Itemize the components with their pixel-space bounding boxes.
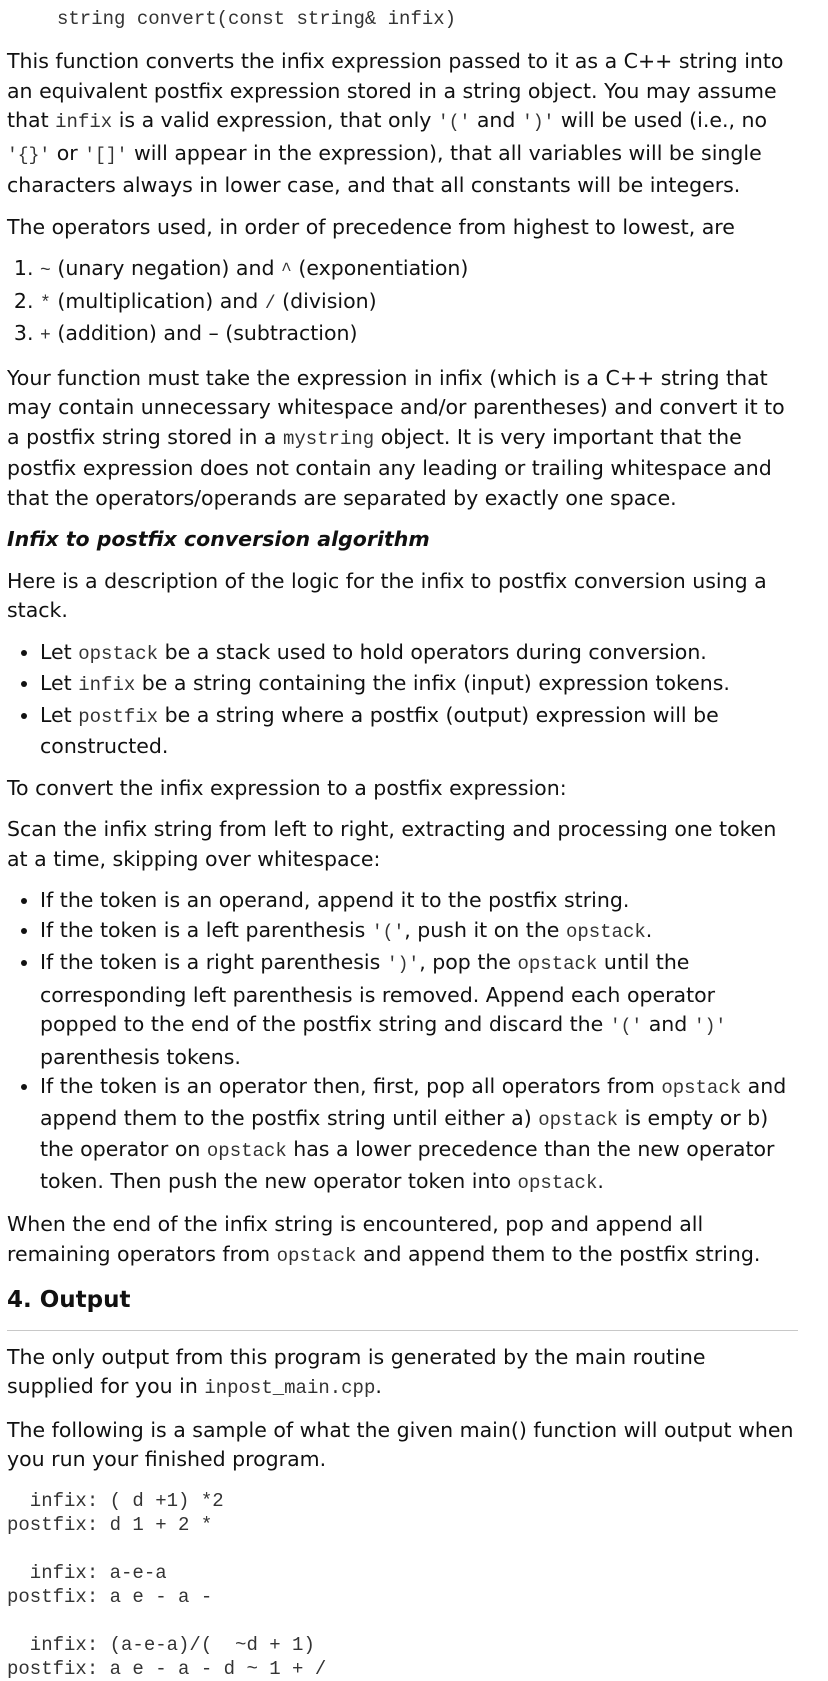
output-intro [7, 1343, 798, 1404]
algorithm-intro: Here is a description of the logic for the infix to postfix conversion using a stack. [7, 568, 767, 622]
document-page [0, 5, 828, 1681]
precedence-item [40, 254, 798, 287]
text: . [597, 1168, 604, 1193]
precedence-item [40, 319, 798, 352]
code-opstack: opstack [206, 1140, 287, 1162]
code-opstack: opstack [517, 1171, 598, 1194]
text: and [470, 108, 522, 132]
text: If the token is an operand, append it to the postfix string. [40, 888, 630, 912]
convert-intro: To convert the infix expression to a postfix expression: [7, 775, 567, 800]
text: Let [40, 671, 79, 695]
text: Your function must take the expression in infix (which is a C++ string that may contain unnecessary whitespace and/or parentheses) and convert it to a postfix string stored in a [7, 365, 785, 449]
text: (exponentiation) [291, 256, 469, 280]
code-mystring: mystring [282, 427, 375, 450]
code-lparen: '(' [371, 922, 405, 943]
text: until the corresponding left parenthesis is removed. Append each operator popped to the end of the postfix string and discard the [40, 950, 716, 1036]
text: This function converts the infix expression passed to it as a C++ string into an equivalent postfix expression stored in a string object. You may assume that [7, 49, 784, 132]
definition-item [40, 701, 798, 762]
text: will be used (i.e., no [554, 108, 768, 132]
text: When the end of the infix string is encountered, pop and append all remaining operators from [7, 1212, 704, 1266]
code-opstack: opstack [517, 953, 598, 975]
code-rparen: ')' [521, 113, 555, 133]
text: has a lower precedence than the new operator token. Then push the new operator token into [40, 1137, 775, 1193]
text: If the token is a right parenthesis [40, 950, 387, 974]
operator-symbol: ~ [40, 261, 51, 281]
text: (division) [275, 288, 377, 313]
text: be a string where a postfix (output) expression will be constructed. [40, 702, 719, 758]
rule-operand [40, 886, 798, 916]
text: The only output from this program is generated by the main routine supplied for you in [7, 1344, 706, 1398]
precedence-list [7, 254, 798, 352]
definition-item [40, 638, 798, 670]
text: Let [40, 702, 79, 727]
operator-symbol: + [40, 326, 51, 346]
output-heading: 4. Output [7, 1286, 798, 1331]
code-opstack: opstack [538, 1108, 619, 1131]
text: and append them to the postfix string until either a) [40, 1074, 787, 1130]
definitions-list [7, 638, 798, 762]
code-lparen: '(' [437, 113, 471, 133]
operator-symbol: – [208, 321, 219, 345]
rule-operator [40, 1072, 798, 1198]
code-rparen: ')' [693, 1017, 727, 1037]
text: , push it on the [404, 917, 566, 942]
text: or [50, 140, 85, 165]
code-term: postfix [78, 705, 159, 728]
operator-symbol: ^ [281, 261, 292, 281]
text: If the token is a left parenthesis [40, 917, 372, 942]
operator-symbol: / [264, 293, 276, 314]
scan-intro: Scan the infix string from left to right, extracting and processing one token at a time, skipping over whitespace: [7, 817, 777, 871]
code-braces: '{}' [7, 145, 51, 166]
text: (addition) and [50, 321, 209, 345]
text: will appear in the expression), that all variables will be single characters always in lower case, and that all constants will be integers. [7, 140, 762, 197]
precedence-item [40, 287, 798, 320]
rule-left-paren [40, 916, 798, 949]
algorithm-heading: Infix to postfix conversion algorithm [7, 527, 430, 551]
operator-symbol: * [40, 293, 51, 314]
text: (multiplication) and [50, 288, 265, 313]
text: (unary negation) and [50, 256, 281, 280]
function-signature: string convert(const string& infix) [57, 8, 457, 30]
text: , pop the [419, 950, 518, 974]
intro-paragraph [7, 47, 798, 201]
text: . [645, 917, 653, 942]
definition-item [40, 669, 798, 701]
end-rule-paragraph [7, 1210, 798, 1271]
text: and append them to the postfix string. [356, 1241, 761, 1266]
code-filename: inpost_main.cpp [204, 1377, 376, 1399]
code-opstack: opstack [565, 920, 646, 943]
text: If the token is an operator then, first, pop all operators from [40, 1074, 662, 1098]
code-opstack: opstack [661, 1077, 742, 1099]
text: object. It is very important that the postfix expression does not contain any leading or trailing whitespace and that the operators/operands are separated by exactly one space. [7, 424, 772, 510]
code-brackets: '[]' [84, 145, 128, 166]
text: parenthesis tokens. [40, 1044, 241, 1069]
code-infix: infix [55, 111, 113, 133]
text: (subtraction) [218, 321, 358, 345]
rules-list [7, 886, 798, 1198]
code-term: infix [78, 674, 136, 696]
rule-right-paren [40, 948, 798, 1072]
requirements-paragraph [7, 364, 798, 514]
code-lparen: '(' [609, 1017, 643, 1037]
code-term: opstack [78, 642, 159, 665]
text: Let [40, 639, 79, 664]
precedence-intro: The operators used, in order of precedence from highest to lowest, are [7, 214, 735, 239]
text: . [375, 1374, 382, 1398]
text: be a string containing the infix (input) expression tokens. [135, 671, 730, 695]
code-opstack: opstack [276, 1244, 357, 1267]
code-rparen: ')' [386, 955, 420, 975]
sample-intro: The following is a sample of what the given main() function will output when you run your finished program. [7, 1417, 794, 1471]
sample-output-block: infix: ( d +1) *2 postfix: d 1 + 2 * infix: a-e-a postfix: a e - a - infix: (a-e-a)/( ~d + 1) postfix: a e - a - d ~ 1 + / [7, 1489, 327, 1680]
text: be a stack used to hold operators during conversion. [158, 639, 707, 664]
text: is a valid expression, that only [112, 108, 438, 132]
text: is empty or b) the operator on [40, 1105, 769, 1161]
text: and [642, 1012, 694, 1036]
